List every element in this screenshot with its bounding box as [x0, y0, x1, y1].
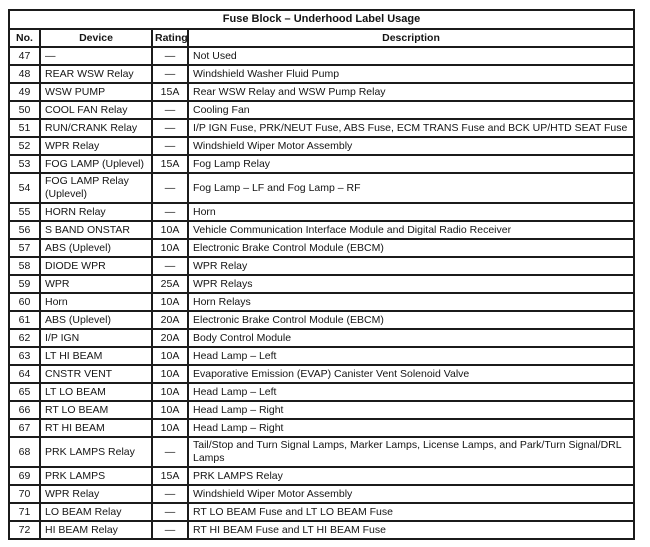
- cell-no: 68: [9, 437, 40, 467]
- cell-device: LT HI BEAM: [40, 347, 152, 365]
- cell-description: Fog Lamp – LF and Fog Lamp – RF: [188, 173, 634, 203]
- cell-no: 67: [9, 419, 40, 437]
- cell-rating: 10A: [152, 293, 188, 311]
- cell-rating: —: [152, 203, 188, 221]
- cell-no: 49: [9, 83, 40, 101]
- table-row: [9, 311, 634, 329]
- cell-no: 58: [9, 257, 40, 275]
- cell-description: I/P IGN Fuse, PRK/NEUT Fuse, ABS Fuse, ECM TRANS Fuse and BCK UP/HTD SEAT Fuse: [188, 119, 634, 137]
- table-row: [9, 83, 634, 101]
- cell-device: CNSTR VENT: [40, 365, 152, 383]
- table-row: [9, 329, 634, 347]
- column-header-description: Description: [188, 29, 634, 47]
- cell-description: Head Lamp – Left: [188, 347, 634, 365]
- cell-description: PRK LAMPS Relay: [188, 467, 634, 485]
- table-row: [9, 293, 634, 311]
- column-header-no: No.: [9, 29, 40, 47]
- table-row: [9, 101, 634, 119]
- table-row: [9, 401, 634, 419]
- cell-no: 71: [9, 503, 40, 521]
- table-row: [9, 347, 634, 365]
- table-row: [9, 383, 634, 401]
- cell-description: RT LO BEAM Fuse and LT LO BEAM Fuse: [188, 503, 634, 521]
- fuse-table-body: [9, 47, 634, 539]
- table-row: [9, 419, 634, 437]
- cell-description: Electronic Brake Control Module (EBCM): [188, 311, 634, 329]
- cell-no: 54: [9, 173, 40, 203]
- table-row: [9, 467, 634, 485]
- cell-device: WPR Relay: [40, 137, 152, 155]
- cell-rating: —: [152, 503, 188, 521]
- cell-rating: —: [152, 437, 188, 467]
- cell-no: 51: [9, 119, 40, 137]
- cell-description: Head Lamp – Right: [188, 401, 634, 419]
- cell-device: S BAND ONSTAR: [40, 221, 152, 239]
- cell-device: —: [40, 47, 152, 65]
- table-row: [9, 47, 634, 65]
- cell-rating: —: [152, 101, 188, 119]
- cell-device: ABS (Uplevel): [40, 239, 152, 257]
- cell-no: 72: [9, 521, 40, 539]
- cell-device: HI BEAM Relay: [40, 521, 152, 539]
- cell-description: Evaporative Emission (EVAP) Canister Vent Solenoid Valve: [188, 365, 634, 383]
- cell-device: DIODE WPR: [40, 257, 152, 275]
- cell-device: WSW PUMP: [40, 83, 152, 101]
- cell-description: Windshield Wiper Motor Assembly: [188, 137, 634, 155]
- cell-no: 47: [9, 47, 40, 65]
- table-row: [9, 173, 634, 203]
- cell-device: RT LO BEAM: [40, 401, 152, 419]
- cell-description: Horn Relays: [188, 293, 634, 311]
- cell-no: 60: [9, 293, 40, 311]
- cell-device: LO BEAM Relay: [40, 503, 152, 521]
- table-row: [9, 239, 634, 257]
- cell-description: Cooling Fan: [188, 101, 634, 119]
- cell-device: FOG LAMP Relay (Uplevel): [40, 173, 152, 203]
- cell-no: 69: [9, 467, 40, 485]
- cell-description: Rear WSW Relay and WSW Pump Relay: [188, 83, 634, 101]
- cell-rating: —: [152, 257, 188, 275]
- cell-device: PRK LAMPS Relay: [40, 437, 152, 467]
- cell-no: 65: [9, 383, 40, 401]
- table-title: Fuse Block – Underhood Label Usage: [9, 10, 634, 29]
- cell-rating: —: [152, 521, 188, 539]
- cell-device: HORN Relay: [40, 203, 152, 221]
- cell-no: 57: [9, 239, 40, 257]
- cell-rating: 15A: [152, 467, 188, 485]
- cell-description: RT HI BEAM Fuse and LT HI BEAM Fuse: [188, 521, 634, 539]
- cell-no: 64: [9, 365, 40, 383]
- cell-device: COOL FAN Relay: [40, 101, 152, 119]
- fuse-block-table: [8, 9, 635, 540]
- cell-description: Electronic Brake Control Module (EBCM): [188, 239, 634, 257]
- column-header-device: Device: [40, 29, 152, 47]
- table-row: [9, 221, 634, 239]
- cell-no: 66: [9, 401, 40, 419]
- cell-description: Not Used: [188, 47, 634, 65]
- cell-description: Fog Lamp Relay: [188, 155, 634, 173]
- cell-no: 62: [9, 329, 40, 347]
- cell-device: RT HI BEAM: [40, 419, 152, 437]
- cell-no: 52: [9, 137, 40, 155]
- cell-rating: —: [152, 137, 188, 155]
- cell-rating: 10A: [152, 419, 188, 437]
- cell-rating: 15A: [152, 155, 188, 173]
- cell-no: 53: [9, 155, 40, 173]
- table-row: [9, 275, 634, 293]
- cell-rating: 15A: [152, 83, 188, 101]
- cell-no: 55: [9, 203, 40, 221]
- cell-description: Head Lamp – Left: [188, 383, 634, 401]
- cell-description: Vehicle Communication Interface Module and Digital Radio Receiver: [188, 221, 634, 239]
- cell-rating: 25A: [152, 275, 188, 293]
- cell-rating: 20A: [152, 329, 188, 347]
- cell-no: 70: [9, 485, 40, 503]
- table-row: [9, 503, 634, 521]
- cell-rating: —: [152, 47, 188, 65]
- table-row: [9, 521, 634, 539]
- cell-rating: 20A: [152, 311, 188, 329]
- cell-rating: 10A: [152, 401, 188, 419]
- table-row: [9, 485, 634, 503]
- cell-device: REAR WSW Relay: [40, 65, 152, 83]
- cell-no: 50: [9, 101, 40, 119]
- cell-description: Tail/Stop and Turn Signal Lamps, Marker Lamps, License Lamps, and Park/Turn Signal/DRL Lamps: [188, 437, 634, 467]
- cell-device: RUN/CRANK Relay: [40, 119, 152, 137]
- table-row: [9, 365, 634, 383]
- cell-rating: 10A: [152, 347, 188, 365]
- column-header-rating: Rating: [152, 29, 188, 47]
- table-row: [9, 155, 634, 173]
- table-row: [9, 257, 634, 275]
- table-row: [9, 437, 634, 467]
- cell-device: PRK LAMPS: [40, 467, 152, 485]
- cell-device: Horn: [40, 293, 152, 311]
- cell-rating: 10A: [152, 365, 188, 383]
- cell-device: ABS (Uplevel): [40, 311, 152, 329]
- column-header-row: [9, 29, 634, 47]
- cell-device: WPR: [40, 275, 152, 293]
- cell-device: LT LO BEAM: [40, 383, 152, 401]
- cell-no: 56: [9, 221, 40, 239]
- cell-description: Horn: [188, 203, 634, 221]
- cell-rating: 10A: [152, 239, 188, 257]
- table-row: [9, 137, 634, 155]
- cell-description: Windshield Washer Fluid Pump: [188, 65, 634, 83]
- cell-rating: —: [152, 173, 188, 203]
- cell-no: 63: [9, 347, 40, 365]
- cell-device: FOG LAMP (Uplevel): [40, 155, 152, 173]
- title-row: [9, 10, 634, 29]
- table-row: [9, 203, 634, 221]
- cell-rating: —: [152, 485, 188, 503]
- cell-no: 59: [9, 275, 40, 293]
- cell-device: WPR Relay: [40, 485, 152, 503]
- cell-description: WPR Relays: [188, 275, 634, 293]
- cell-no: 48: [9, 65, 40, 83]
- table-row: [9, 65, 634, 83]
- cell-description: Windshield Wiper Motor Assembly: [188, 485, 634, 503]
- cell-device: I/P IGN: [40, 329, 152, 347]
- cell-rating: —: [152, 65, 188, 83]
- cell-no: 61: [9, 311, 40, 329]
- cell-rating: —: [152, 119, 188, 137]
- cell-description: Head Lamp – Right: [188, 419, 634, 437]
- table-row: [9, 119, 634, 137]
- cell-description: WPR Relay: [188, 257, 634, 275]
- cell-rating: 10A: [152, 383, 188, 401]
- cell-description: Body Control Module: [188, 329, 634, 347]
- cell-rating: 10A: [152, 221, 188, 239]
